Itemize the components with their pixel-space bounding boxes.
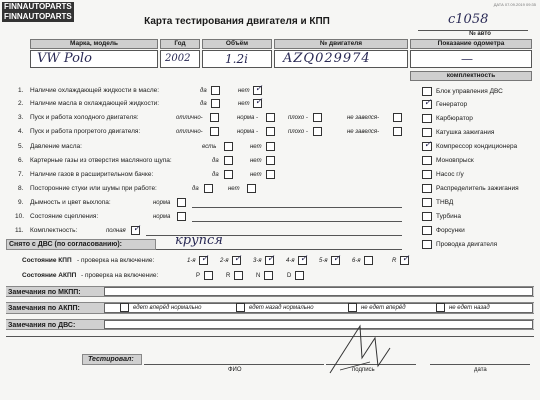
value-volume-cell (202, 50, 272, 68)
akpp-opt-1: едет назад нормально (249, 305, 314, 311)
check-9-box[interactable] (177, 198, 186, 207)
watermark: FINNAUTOPARTS (4, 2, 72, 11)
watermark-2: FINNAUTOPARTS (4, 12, 72, 21)
complect-item-9: Турбина (436, 213, 461, 220)
dvs-bar (6, 319, 534, 330)
check-mark-icon: ✓ (255, 97, 263, 107)
complect-item-5: Моновпрыск (436, 157, 474, 164)
removed-label: Снято с ДВС (по согласованию): (9, 241, 123, 248)
check-mark-icon: ✓ (424, 140, 432, 150)
check-4-opt-2: норма - (237, 129, 259, 135)
check-3-opt-2: норма - (237, 115, 259, 121)
check-mark-icon: ✓ (234, 254, 242, 264)
check-2-num: 2. (18, 100, 24, 107)
value-year-cell (160, 50, 200, 68)
check-7-opt-yes: да (212, 172, 219, 178)
value-make-model-cell (30, 50, 158, 68)
check-1-no-box[interactable] (253, 86, 262, 95)
check-3-label: Пуск и работа холодного двигателя: (30, 114, 139, 121)
check-5-yes-box[interactable] (224, 142, 233, 151)
check-mark-icon: ✓ (267, 254, 275, 264)
complect-box-8[interactable] (422, 198, 432, 207)
value-odometer-cell (410, 50, 532, 68)
check-6-label: Картерные газы из отверстия масляного щупа: (30, 157, 172, 164)
check-4-label: Пуск и работа прогретого двигателя: (30, 128, 141, 135)
complect-box-5[interactable] (422, 156, 432, 165)
check-4-box-1[interactable] (210, 127, 219, 136)
kpp-gear-6-box[interactable] (364, 256, 373, 265)
akpp-gear-d-box[interactable] (295, 271, 304, 280)
akpp-opt-3-box[interactable] (436, 303, 445, 312)
check-8-yes-box[interactable] (204, 184, 213, 193)
akpp-sub: - проверка на включение: (81, 272, 159, 279)
check-3-opt-1: отлично- (176, 115, 203, 121)
check-6-num: 6. (18, 157, 24, 164)
check-2-opt-no: нет (238, 101, 250, 107)
kpp-gear-2: 2-я (220, 258, 229, 264)
complect-box-1[interactable] (422, 100, 432, 109)
complect-item-2: Карбюратор (436, 115, 473, 122)
check-mark-icon: ✓ (201, 254, 209, 264)
complect-box-11[interactable] (422, 240, 432, 249)
kpp-gear-r: R (392, 258, 397, 264)
akpp-label: Состояние АКПП (22, 272, 77, 279)
check-11-label: Комплектность: (30, 227, 78, 234)
complect-item-6: Насос г/у (436, 171, 464, 178)
header-make-model: Марка, модель (30, 39, 158, 49)
sign-label: подпись (352, 367, 375, 373)
check-10-box[interactable] (177, 212, 186, 221)
complect-box-2[interactable] (422, 114, 432, 123)
check-11-opt: полная (106, 228, 126, 234)
kpp-label: Состояние КПП (22, 257, 72, 264)
check-1-opt-no: нет (238, 88, 250, 94)
check-3-box-2[interactable] (266, 113, 275, 122)
page-title: Карта тестирования двигателя и КПП (144, 16, 330, 27)
check-3-num: 3. (18, 114, 24, 121)
complect-box-10[interactable] (422, 226, 432, 235)
check-8-opt-yes: да (192, 186, 199, 192)
mkpp-bar (6, 286, 534, 297)
check-4-opt-3: плохо - (288, 129, 308, 135)
complect-item-1: Генератор (436, 101, 468, 108)
complect-box-6[interactable] (422, 170, 432, 179)
check-7-yes-box[interactable] (224, 170, 233, 179)
value-volume: 1.2i (225, 52, 248, 66)
complect-item-0: Блок управления ДВС (436, 88, 503, 95)
check-3-box-3[interactable] (313, 113, 322, 122)
check-2-label: Наличие масла в охлаждающей жидкости: (30, 100, 160, 107)
akpp-gear-d: D (287, 273, 292, 279)
check-4-num: 4. (18, 128, 24, 135)
check-mark-icon: ✓ (300, 254, 308, 264)
kpp-gear-1-box[interactable] (199, 256, 208, 265)
check-11-num: 11. (15, 227, 24, 234)
check-7-label: Наличие газов в расширительном бачке: (30, 171, 154, 178)
complect-item-8: ТНВД (436, 199, 454, 206)
check-1-opt-yes: да (200, 88, 207, 94)
dvs-notes-field[interactable] (104, 320, 533, 329)
kpp-gear-4-box[interactable] (298, 256, 307, 265)
kpp-gear-5-box[interactable] (331, 256, 340, 265)
complect-item-4: Компрессор кондиционера (436, 143, 518, 150)
check-2-yes-box[interactable] (211, 99, 220, 108)
check-mark-icon: ✓ (133, 224, 141, 234)
akpp-opt-0: едет вперёд нормально (133, 305, 202, 311)
check-7-num: 7. (18, 171, 24, 178)
check-10-num: 10. (15, 213, 25, 220)
akpp-opt-2: не едет вперёд (361, 305, 406, 311)
check-2-no-box[interactable] (253, 99, 262, 108)
value-year: 2002 (165, 53, 191, 64)
complect-item-10: Форсунки (436, 227, 465, 234)
mkpp-notes-field[interactable] (104, 287, 533, 296)
complect-item-7: Распределитель зажигания (436, 185, 519, 192)
check-8-no-box[interactable] (247, 184, 256, 193)
check-mark-icon: ✓ (333, 254, 341, 264)
check-8-opt-no: нет (228, 186, 240, 192)
check-10-opt: норма (153, 214, 171, 220)
check-6-opt-no: нет (250, 158, 262, 164)
check-5-label: Давление масла: (30, 143, 82, 150)
akpp-gear-p-box[interactable] (204, 271, 213, 280)
check-2-opt-yes: да (200, 101, 207, 107)
check-mark-icon: ✓ (424, 98, 432, 108)
card-number: c1058 (448, 12, 489, 27)
check-11-box[interactable] (131, 226, 140, 235)
dvs-label: Замечания по ДВС: (8, 322, 76, 329)
kpp-gear-3: 3-я (253, 258, 262, 264)
check-5-opt-yes: есть (202, 144, 217, 150)
check-1-yes-box[interactable] (211, 86, 220, 95)
check-3-box-4[interactable] (393, 113, 402, 122)
value-engine-no: AZQ029974 (283, 51, 371, 66)
akpp-opt-0-box[interactable] (120, 303, 129, 312)
value-odometer: — (461, 52, 473, 66)
complect-box-3[interactable] (422, 128, 432, 137)
complect-box-0[interactable] (422, 87, 432, 96)
check-10-label: Состояние сцепления: (30, 213, 99, 220)
check-9-num: 9. (18, 199, 24, 206)
check-6-yes-box[interactable] (224, 156, 233, 165)
check-1-label: Наличие охлаждающей жидкости в масле: (30, 87, 160, 94)
akpp-gear-n-box[interactable] (264, 271, 273, 280)
check-7-no-box[interactable] (266, 170, 275, 179)
auto-number-label: № авто (469, 31, 491, 37)
kpp-gear-2-box[interactable] (232, 256, 241, 265)
check-3-opt-3: плохо - (288, 115, 308, 121)
complect-box-4[interactable] (422, 142, 432, 151)
check-6-opt-yes: да (212, 158, 219, 164)
check-7-opt-no: нет (250, 172, 262, 178)
kpp-gear-1: 1-я (187, 258, 196, 264)
complect-item-11: Проводка двигателя (436, 241, 498, 248)
date-label: дата (474, 367, 487, 373)
kpp-gear-6: 6-я (352, 258, 361, 264)
check-8-label: Посторонние стуки или шумы при работе: (30, 185, 157, 192)
akpp-gear-n: N (256, 273, 261, 279)
check-4-box-4[interactable] (393, 127, 402, 136)
akpp-notes-label: Замечания по АКПП: (8, 305, 80, 312)
kpp-gear-5: 5-я (319, 258, 328, 264)
signature-scribble (320, 318, 400, 378)
complect-box-9[interactable] (422, 212, 432, 221)
akpp-gear-r: R (226, 273, 231, 279)
check-4-opt-1: отлично- (176, 129, 203, 135)
complect-item-3: Катушка зажигания (436, 129, 495, 136)
mkpp-label: Замечания по МКПП: (8, 289, 81, 296)
check-mark-icon: ✓ (402, 254, 410, 264)
check-4-box-2[interactable] (266, 127, 275, 136)
akpp-opt-1-box[interactable] (236, 303, 245, 312)
kpp-sub: - проверка на включение: (77, 257, 155, 264)
check-5-no-box[interactable] (266, 142, 275, 151)
check-6-no-box[interactable] (266, 156, 275, 165)
akpp-opt-3: не едет назад (449, 305, 490, 311)
akpp-opt-2-box[interactable] (348, 303, 357, 312)
header-engine-no: № двигателя (274, 39, 408, 49)
header-volume: Объём (202, 39, 272, 49)
check-3-opt-4: не завелся- (347, 115, 380, 121)
complect-box-7[interactable] (422, 184, 432, 193)
removed-value: крупся (175, 233, 223, 248)
check-3-box-1[interactable] (210, 113, 219, 122)
value-engine-no-cell (274, 50, 408, 68)
header-odometer: Показание одометра (410, 39, 532, 49)
kpp-gear-r-box[interactable] (400, 256, 409, 265)
complect-header: комплектность (410, 71, 532, 81)
tested-label: Тестировал: (88, 356, 134, 363)
check-1-num: 1. (18, 87, 24, 94)
check-4-opt-4: не завелся- (347, 129, 380, 135)
value-make-model: VW Polo (37, 51, 92, 66)
check-8-num: 8. (18, 185, 24, 192)
fio-label: ФИО (228, 367, 242, 373)
akpp-gear-r-box[interactable] (234, 271, 243, 280)
check-9-opt: норма (153, 200, 171, 206)
check-mark-icon: ✓ (255, 84, 263, 94)
kpp-gear-4: 4-я (286, 258, 295, 264)
corner-note: ДАТА 07.09.2019 09:35 (493, 2, 536, 7)
check-5-num: 5. (18, 143, 24, 150)
header-year: Год (160, 39, 200, 49)
check-5-opt-no: нет (250, 144, 262, 150)
check-4-box-3[interactable] (313, 127, 322, 136)
kpp-gear-3-box[interactable] (265, 256, 274, 265)
akpp-gear-p: P (196, 273, 201, 279)
check-9-label: Дымность и цвет выхлопа: (30, 199, 111, 206)
